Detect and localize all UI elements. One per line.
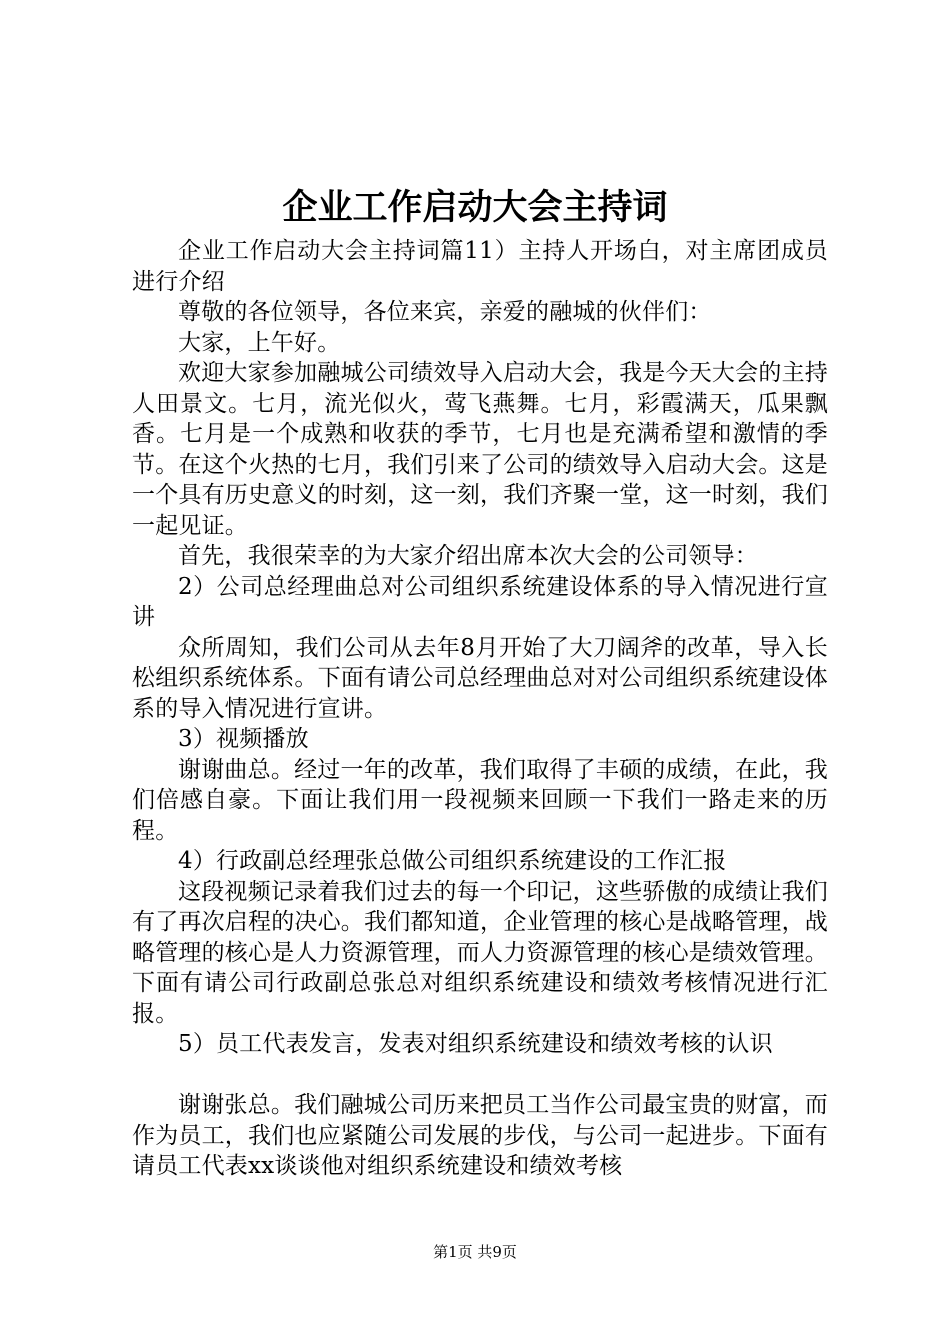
paragraph-section-2-heading: 2）公司总经理曲总对公司组织系统建设体系的导入情况进行宣讲 — [132, 573, 828, 630]
paragraph-section-4-body: 这段视频记录着我们过去的每一个印记，这些骄傲的成绩让我们有了再次启程的决心。我们都知道，企业管理的核心是战略管理，战略管理的核心是人力资源管理，而人力资源管理的核心是绩效管理。下面有请公司行政副总张总对组织系统建设和绩效考核情况进行汇报。 — [132, 878, 828, 1027]
paragraph-section-3-heading: 3）视频播放 — [178, 726, 309, 752]
paragraph-section-5-heading: 5）员工代表发言，发表对组织系统建设和绩效考核的认识 — [178, 1031, 773, 1057]
paragraph-section-2-body: 众所周知，我们公司从去年8月开始了大刀阔斧的改革，导入长松组织系统体系。下面有请公司总经理曲总对对公司组织系统建设体系的导入情况进行宣讲。 — [132, 634, 828, 722]
paragraph-spacer — [132, 1060, 828, 1091]
page-footer: 第1页 共9页 — [433, 1243, 517, 1261]
paragraph-intro: 企业工作启动大会主持词篇11）主持人开场白，对主席团成员进行介绍 — [132, 238, 828, 295]
paragraph-greeting: 尊敬的各位领导，各位来宾，亲爱的融城的伙伴们： — [178, 299, 712, 325]
paragraph-welcome: 欢迎大家参加融城公司绩效导入启动大会，我是今天大会的主持人田景文。七月，流光似火，莺飞燕舞。七月，彩霞满天，瓜果飘香。七月是一个成熟和收获的季节，七月也是充满希望和激情的季节。在这个火热的七月，我们引来了公司的绩效导入启动大会。这是一个具有历史意义的时刻，这一刻，我们齐聚一堂，这一时刻，我们一起见证。 — [132, 360, 828, 539]
paragraph-section-5-body: 谢谢张总。我们融城公司历来把员工当作公司最宝贵的财富，而作为员工，我们也应紧随公司发展的步伐，与公司一起进步。下面有请员工代表xx谈谈他对组织系统建设和绩效考核 — [132, 1092, 828, 1179]
document-body — [132, 236, 828, 1182]
paragraph-section-3-body: 谢谢曲总。经过一年的改革，我们取得了丰硕的成绩，在此，我们倍感自豪。下面让我们用一段视频来回顾一下我们一路走来的历程。 — [132, 756, 828, 844]
paragraph-introduce-leaders: 首先，我很荣幸的为大家介绍出席本次大会的公司领导： — [178, 543, 758, 569]
paragraph-section-4-heading: 4）行政副总经理张总做公司组织系统建设的工作汇报 — [178, 848, 727, 874]
paragraph-good-morning: 大家，上午好。 — [178, 329, 341, 356]
document-title: 企业工作启动大会主持词 — [282, 187, 668, 228]
